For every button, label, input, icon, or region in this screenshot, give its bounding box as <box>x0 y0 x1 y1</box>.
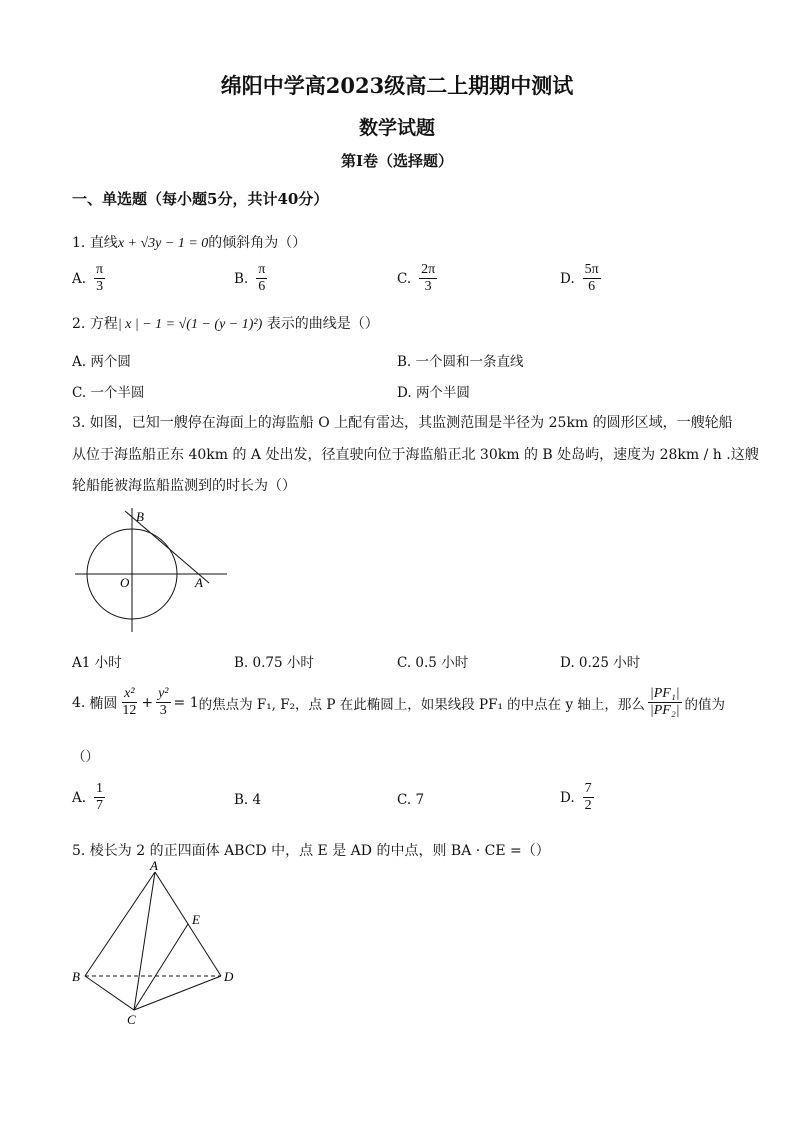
question-4 <box>72 686 725 719</box>
q4-frac-x: $\frac{\text{x²}}{12}$ <box>122 686 137 719</box>
section-heading: 一、单选题（每小题5分，共计40分） <box>72 190 329 208</box>
q4-pre: 椭圆 <box>89 695 118 712</box>
label-a: A <box>150 860 158 873</box>
q3-line-3: 轮船能被海监船监测到的时长为（） <box>72 478 296 494</box>
q2-option-c[interactable]: C. 一个半圆 <box>72 385 145 401</box>
q4-option-a[interactable]: A. $\frac{1}{7}$ <box>72 781 104 814</box>
q4-frac-y: $\frac{\text{y²}}{3}$ <box>158 686 169 719</box>
q2-pre: 方程 <box>89 316 118 332</box>
q1-option-d-value: $\frac{5\pi}{6}$ <box>584 262 599 295</box>
question-2 <box>72 313 379 333</box>
q2-post: 表示的曲线是（） <box>266 316 379 332</box>
q2-formula: | x | − 1 = √(1 − (y − 1)²) <box>117 317 263 332</box>
q4-plus: + <box>141 694 154 711</box>
q4-option-b[interactable]: B. 4 <box>234 792 262 808</box>
q3-line-2: 从位于海监船正东 40km 的 A 处出发，径直驶向位于海监船正北 30km 的 B 处岛屿，速度为 28km / h .这艘 <box>72 447 759 463</box>
q1-option-d[interactable]: D. $\frac{5\pi}{6}$ <box>560 262 599 295</box>
q2-option-a[interactable]: A. 两个圆 <box>72 354 131 370</box>
question-5: 5. 棱长为 2 的正四面体 ABCD 中，点 E 是 AD 的中点，则 BA · CE =（） <box>72 843 550 859</box>
q3-option-c[interactable]: C. 0.5 小时 <box>397 655 469 671</box>
subject-title: 数学试题 <box>358 117 435 139</box>
q1-post: 的倾斜角为（） <box>208 235 307 251</box>
q5-tetrahedron-figure <box>66 860 246 1030</box>
q2-option-d[interactable]: D. 两个半圆 <box>397 385 470 401</box>
q3-option-a[interactable]: A1 小时 <box>72 655 122 671</box>
q1-option-a-value: $\frac{\pi}{3}$ <box>96 262 104 295</box>
q3-radar-figure <box>70 505 235 635</box>
q4-post: 的值为 <box>684 696 726 713</box>
q4-mid: 的焦点为 F₁, F₂，点 P 在此椭圆上，如果线段 PF₁ 的中点在 y 轴上，那么 <box>198 696 645 713</box>
label-c: C <box>127 1012 136 1027</box>
q1-pre: 直线 <box>89 235 118 251</box>
q4-option-c[interactable]: C. 7 <box>397 792 425 808</box>
label-a: A <box>195 575 203 590</box>
q4-number: 4. <box>72 694 86 711</box>
q1-option-b-value: $\frac{\pi}{6}$ <box>258 262 266 295</box>
label-e: E <box>192 912 200 927</box>
q3-option-b[interactable]: B. 0.75 小时 <box>234 655 314 671</box>
q2-option-b[interactable]: B. 一个圆和一条直线 <box>397 354 524 370</box>
q1-formula: x + √3y − 1 = 0 <box>117 236 209 251</box>
q1-option-b[interactable]: B. $\frac{\pi}{6}$ <box>234 262 266 295</box>
part-title: 第I卷（选择题） <box>340 152 454 170</box>
q4-ratio: $\frac{\text{|PF₁|}}{\text{|PF₂|}}$ <box>649 686 680 719</box>
q4-eq: = 1 <box>173 694 199 711</box>
q4-option-d[interactable]: D. $\frac{7}{2}$ <box>560 781 592 814</box>
q2-number: 2. <box>72 316 86 332</box>
q1-option-a[interactable]: A. $\frac{\pi}{3}$ <box>72 262 104 295</box>
q1-option-c-value: $\frac{2\pi}{3}$ <box>421 262 436 295</box>
q1-number: 1. <box>72 235 86 251</box>
label-o: O <box>120 575 130 590</box>
q3-option-d[interactable]: D. 0.25 小时 <box>560 655 641 671</box>
exam-title: 绵阳中学高2023级高二上期期中测试 <box>220 73 574 98</box>
q3-line-1: 3. 如图，已知一艘停在海面上的海监船 O 上配有雷达，其监测范围是半径为 25km 的圆形区域，一艘轮船 <box>72 415 733 431</box>
q4-blank: （） <box>72 749 99 765</box>
label-d: D <box>224 969 234 984</box>
label-b: B <box>72 969 80 984</box>
question-1 <box>72 232 306 252</box>
q1-option-c[interactable]: C. $\frac{2\pi}{3}$ <box>397 262 436 295</box>
label-b: B <box>136 509 144 524</box>
